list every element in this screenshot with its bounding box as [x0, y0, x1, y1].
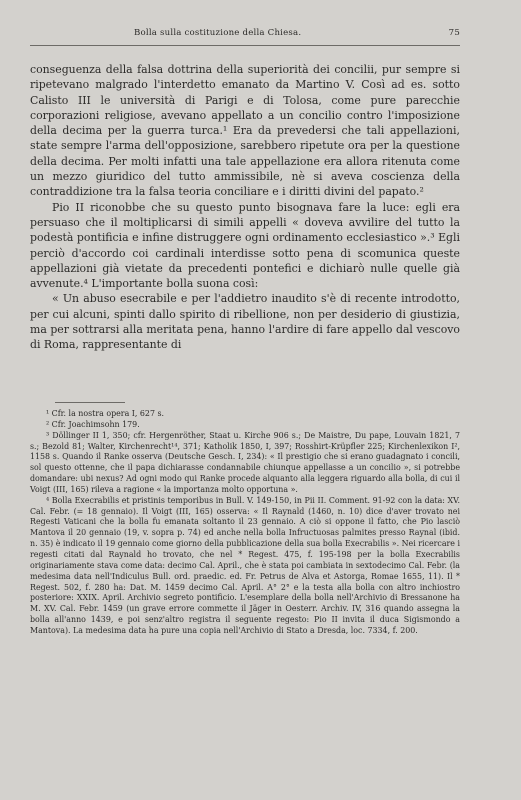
footnotes — [30, 409, 460, 637]
page-number: 75 — [448, 28, 460, 38]
paragraph-2: Pio II riconobbe che su questo punto bisognava fare la luce: egli era persuaso che il moltiplicarsi di simili appelli « doveva avvilire del tutto la podestà pontificia e infine distruggere ogni ordinamento ecclesiastico ».³ Egli perciò d'accordo coi cardinali interdisse sotto pena di scomunica queste appellazioni già vietate da precedenti pontefici e dichiarò nulle quelle già avvenute.⁴ L'importante bolla suona così: — [30, 200, 460, 291]
running-title: Bolla sulla costituzione della Chiesa. — [134, 28, 302, 38]
footnote-1: ¹ Cfr. la nostra opera I, 627 s. — [46, 409, 165, 418]
footnote-4: ⁴ Bolla Execrabilis et pristinis temporibus in Bull. V. 149-150, in Pii II. Comment. 91-92 con la data: XV. Cal. Febr. (= 18 gennaio). Il Voigt (III, 165) osserva: « Il Raynald (1460, n. 10) dice d'aver trovato nei Regesti Vaticani che la bolla fu emanata soltanto il 23 gennaio. A ciò si oppone il fatto, che Pio lasciò Mantova il 20 gennaio (19, v. sopra p. 74) ed anche nella bolla Infructuosas palmites presso Raynal (ibid. n. 35) è indicato il 19 gennaio come giorno della pubblicazione della sua bolla Execrabilis ». Nei ricercare i regesti citati dal Raynald ho trovato, che nel * Regest. 475, f. 195-198 per la bolla Execrabilis originariamente stava come data: decimo Cal. April., che è stata poi cambiata in sextodecimo Cal. Febr. (la medesima data nell'Indiculus Bull. ord. praedic. ed. Fr. Petrus de Alva et Astorga, Romae 1655, 11). Il * Regest. 502, f. 280 ha: Dat. M. 1459 decimo Cal. April. A° 2° e la testa alla bolla con altro inchiostro posteriore: XXIX. April. Archivio segreto pontificio. L'esemplare della bolla nell'Archivio di Bressanone ha M. XV. Cal. Febr. 1459 (un grave errore commette il Jäger in Oesterr. Archiv. IV, 316 quando assegna la bolla all'anno 1439, e poi senz'altro registra il seguente regesto: Pio II invita il duca Sigismondo a Mantova). La medesima data ha pure una copia nell'Archivio di Stato a Dresda, loc. 7334, f. 200. — [30, 495, 461, 635]
header-rule — [30, 45, 460, 46]
paragraph-1: conseguenza della falsa dottrina della superiorità dei concilii, pur sempre si ripetevano malgrado l'interdetto emanato da Martino V. Così ad es. sotto Calisto III le università di Parigi e di Tolosa, come pure parecchie corporazioni religiose, avevano appellato a un concilio contro l'imposizione della decima per la guerra turca.¹ Era da prevedersi che tali appellazioni, state sempre l'arma dell'opposizione, sarebbero ripetute ora per la questione della decima. Per molti infatti una tale appellazione era allora ritenuta come un mezzo giuridico del tutto ammissibile, nè si aveva coscienza della contraddizione tra la falsa teoria conciliare e i diritti divini del papato.² — [30, 63, 460, 199]
footnote-separator — [55, 402, 125, 403]
footnote-2: ² Cfr. Joachimsohn 179. — [46, 419, 140, 429]
paragraph-3: « Un abuso esecrabile e per l'addietro inaudito s'è di recente introdotto, per cui alcuni, spinti dallo spirito di ribellione, non per desiderio di giustizia, ma per sottrarsi alla meritata pena, hanno l'ardire di fare appello dal vescovo di Roma, rappresentante di — [30, 292, 460, 352]
main-text — [30, 62, 460, 353]
footnote-3: ³ Döllinger II 1, 350; cfr. Hergenröther, Staat u. Kirche 906 s.; De Maistre, Du pape, Louvain 1821, 7 s.; Bezold 81; Walter, Kirchenrecht¹⁴, 371; Katholik 1850, I, 397; Rosshirt-Krüpfler 225; Kirchenlexikon I², 1158 s. Quando il Ranke osserva (Deutsche Gesch. I, 234): « Il prestigio che si erano guadagnato i concili, sol questo ottenne, che il papa dichiarasse condannabile chiunque appellasse a un concilio », si potrebbe domandare: ubi nexus? Ad ogni modo qui Ranke procede alquanto alla leggera riguardo alla bolla, di cui il Voigt (III, 165) rileva a ragione « la importanza molto opportuna ». — [30, 430, 460, 494]
